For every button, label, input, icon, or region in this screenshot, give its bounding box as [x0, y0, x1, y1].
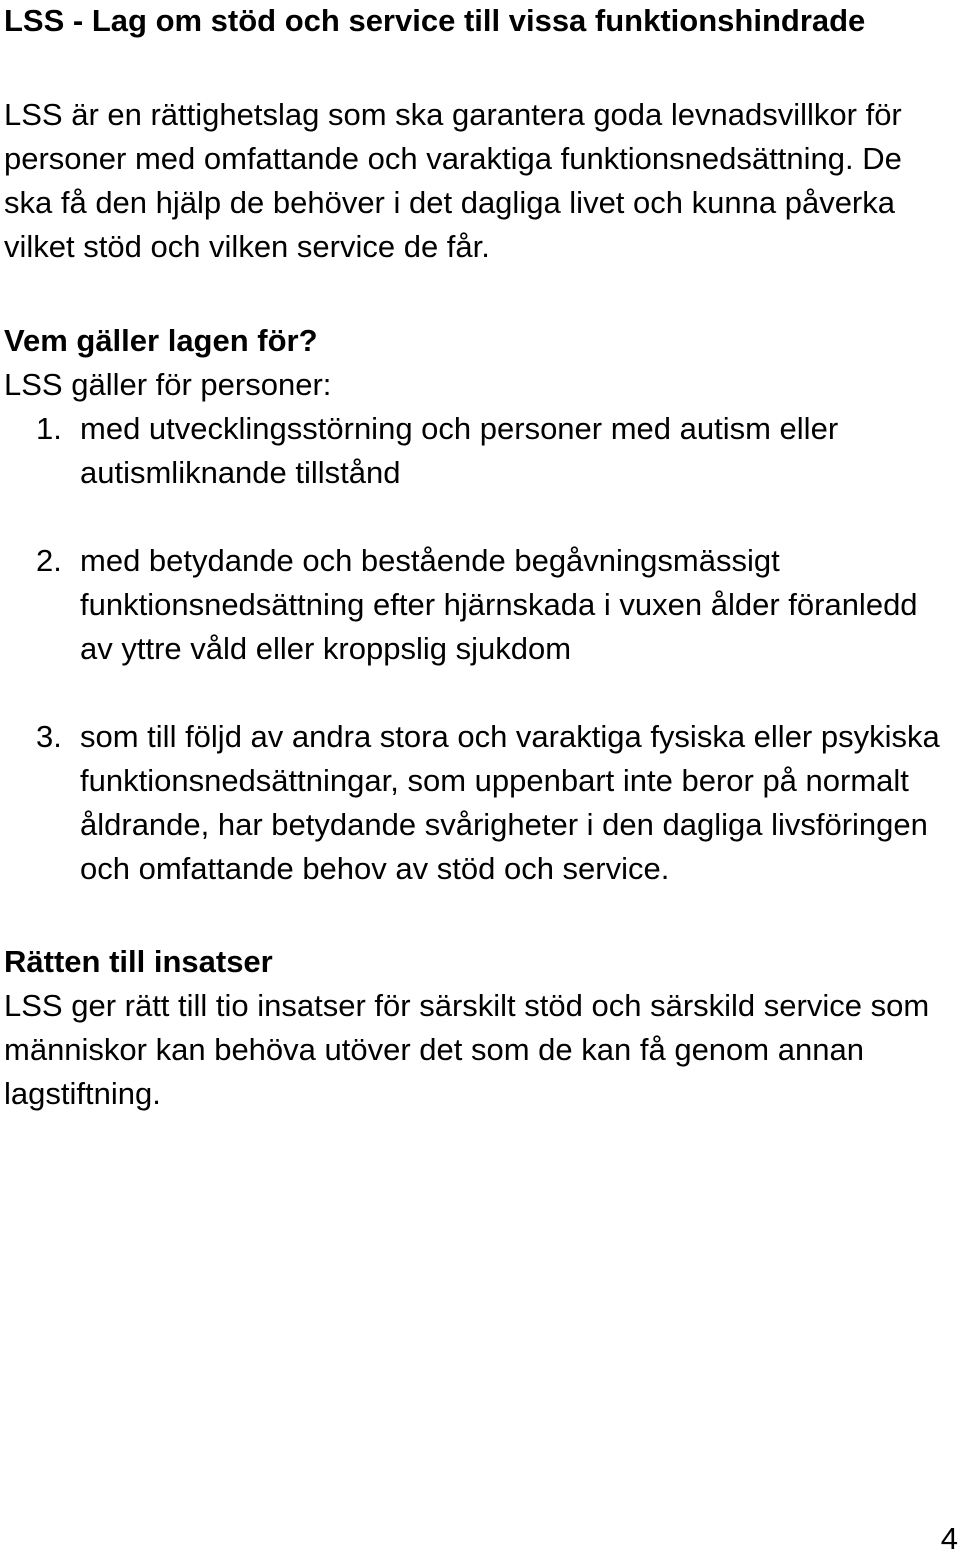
document-page [4, 0, 954, 1116]
list-item [4, 715, 954, 891]
list-item-number: 3. [36, 719, 62, 754]
heading-rights: Rätten till insatser [4, 944, 273, 979]
eligibility-list [4, 407, 954, 891]
rights-paragraph: LSS ger rätt till tio insatser för särskilt stöd och särskild service som människor kan behöva utöver det som de kan få genom annan lagstiftning. [4, 988, 930, 1111]
list-item [4, 539, 954, 671]
who-lead-text: LSS gäller för personer: [4, 367, 332, 402]
list-item-text: med betydande och bestående begåvningsmässigt funktionsnedsättning efter hjärnskada i vuxen ålder föranledd av yttre våld eller kroppslig sjukdom [80, 543, 918, 666]
heading-who: Vem gäller lagen för? [4, 323, 318, 358]
intro-paragraph: LSS är en rättighetslag som ska garantera goda levnadsvillkor för personer med omfattande och varaktiga funktionsnedsättning. De ska få den hjälp de behöver i det dagliga livet och kunna påverka vilket stöd och vilken service de får. [4, 97, 902, 264]
list-item-text: som till följd av andra stora och varaktiga fysiska eller psykiska funktionsnedsättningar, som uppenbart inte beror på normalt åldrande, har betydande svårigheter i den dagliga livsföringen och omfattande behov av stöd och service. [80, 719, 940, 886]
document-title: LSS - Lag om stöd och service till vissa funktionshindrade [4, 3, 866, 38]
list-item-number: 2. [36, 543, 62, 578]
list-item-text: med utvecklingsstörning och personer med autism eller autismliknande tillstånd [80, 411, 839, 490]
page-number: 4 [940, 1521, 958, 1556]
list-item [4, 407, 954, 495]
list-item-number: 1. [36, 411, 62, 446]
